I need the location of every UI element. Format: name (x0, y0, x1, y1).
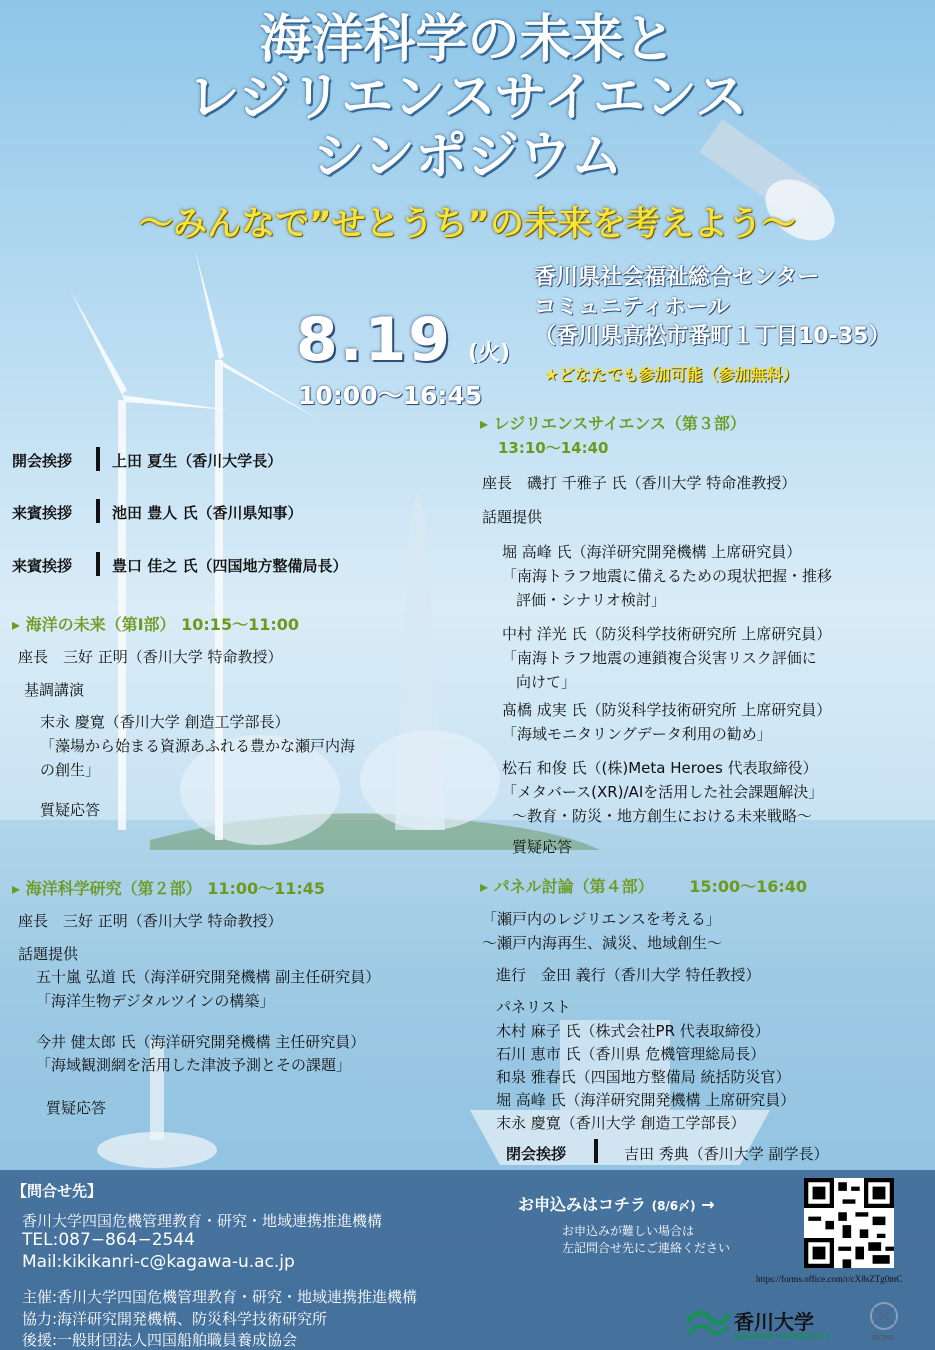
kagawa-univ-logo-text: 香川大学 (734, 1310, 814, 1334)
part3-speaker4: 松石 和俊 氏（(株)Meta Heroes 代表取締役） (502, 759, 818, 777)
apply-link[interactable] (518, 1192, 715, 1215)
part4-theme-line2: 〜瀬戸内海再生、減災、地域創生〜 (482, 934, 723, 952)
part3-speaker3: 髙橋 成実 氏（防災科学技術研究所 上席研究員） (502, 701, 832, 719)
part2-qa: 質疑応答 (46, 1099, 107, 1117)
iecms-logo-text: IECMS (872, 1334, 894, 1342)
part2-time: 11:00〜11:45 (207, 879, 326, 898)
venue-name: 香川県社会福祉総合センター (534, 265, 820, 290)
turbine-blade (122, 395, 230, 410)
part4-moderator: 進行 金田 義行（香川大学 特任教授） (496, 966, 761, 984)
kagawa-univ-logo-sub: KAGAWA UNIVERSITY (734, 1332, 831, 1341)
part4-theme-line1: 「瀬戸内のレジリエンスを考える」 (482, 910, 721, 928)
contact-label: 【問合せ先】 (12, 1182, 103, 1200)
form-url[interactable]: https://forms.office.com/r/cX8sZTg0mC (756, 1274, 903, 1284)
contact-tel: TEL:087−864−2544 (22, 1230, 195, 1250)
part3-talk2-line2: 向けて」 (516, 673, 577, 691)
part2-heading (12, 876, 325, 899)
divider-bar (96, 447, 100, 471)
part2-chair: 座長 三好 正明（香川大学 特命教授） (18, 912, 283, 930)
part3-heading: ▸ レジリエンスサイエンス（第３部） (480, 414, 746, 433)
venue-room: コミュニティホール (534, 295, 730, 320)
support-line: 後援:一般財団法人四国船舶職員養成協会 (22, 1331, 298, 1349)
closing-name: 吉田 秀典（香川大学 副学長） (624, 1145, 829, 1163)
closing-role: 閉会挨拶 (506, 1145, 567, 1163)
event-date: 8.19 (296, 305, 453, 375)
part3-talk1-line1: 「南海トラフ地震に備えるための現状把握・推移 (502, 567, 833, 585)
guest-role: 来賓挨拶 (12, 504, 73, 522)
opening-name: 上田 夏生（香川大学長） (112, 452, 283, 470)
event-weekday: (火) (468, 341, 511, 366)
part3-talk4-line1: 「メタバース(XR)/AIを活用した社会課題解決」 (502, 783, 824, 801)
part1-qa: 質疑応答 (40, 801, 101, 819)
coop-line: 協力:海洋研究開発機構、防災科学技術研究所 (22, 1310, 328, 1328)
dome-right (360, 730, 500, 830)
event-time: 10:00〜16:45 (298, 381, 483, 410)
part3-qa: 質疑応答 (512, 838, 573, 856)
part1-title: ▸ 海洋の未来（第Ⅰ部） (12, 615, 176, 634)
part2-talk1: 「海洋生物デジタルツインの構築」 (36, 992, 275, 1010)
part3-talk1-line2: 評価・シナリオ検討」 (516, 591, 666, 609)
subtitle: 〜みんなで”せとうち”の未来を考えよう〜 (139, 204, 796, 244)
host-line: 主催:香川大学四国危機管理教育・研究・地域連携推進機構 (22, 1288, 418, 1306)
turbine-blade (70, 290, 127, 395)
part1-speaker: 末永 慶寛（香川大学 創造工学部長） (40, 713, 290, 731)
venue-address: （香川県高松市番町１丁目10-35） (534, 324, 891, 349)
part2-talk2: 「海域観測網を活用した津波予測とその課題」 (36, 1056, 352, 1074)
qr-code-icon[interactable] (804, 1178, 894, 1268)
panelist-item: 末永 慶寛（香川大学 創造工学部長） (496, 1114, 746, 1132)
part3-speaker1: 堀 高峰 氏（海洋研究開発機構 上席研究員） (502, 543, 802, 561)
part4-panelist-label: パネリスト (496, 998, 571, 1016)
part3-time: 13:10〜14:40 (498, 439, 609, 457)
divider-bar (96, 552, 100, 576)
apply-deadline: (8/6〆) (651, 1199, 696, 1213)
iecms-logo-icon (860, 1300, 908, 1336)
panelist-item: 木村 麻子 氏（株式会社PR 代表取締役） (496, 1022, 770, 1040)
opening-role: 開会挨拶 (12, 452, 73, 470)
part4-time: 15:00〜16:40 (689, 877, 808, 896)
title-line-1: 海洋科学の未来と (259, 10, 676, 70)
part3-chair: 座長 磯打 千雅子 氏（香川大学 特命准教授） (482, 474, 797, 492)
part1-keynote-label: 基調講演 (24, 681, 85, 699)
contact-org: 香川大学四国危機管理教育・研究・地域連携推進機構 (22, 1212, 383, 1230)
part2-topic-label: 話題提供 (18, 945, 79, 963)
part1-heading (12, 612, 299, 635)
part2-speaker1: 五十嵐 弘道 氏（海洋研究開発機構 副主任研究員） (36, 968, 381, 986)
turbine-blade (195, 250, 224, 360)
free-admission-note: ★どなたでも参加可能（参加無料） (544, 365, 799, 384)
part4-title: ▸ パネル討論（第４部） (480, 877, 654, 896)
apply-note-2: 左記問合せ先にご連絡ください (562, 1241, 731, 1255)
part1-talk-line1: 「藻場から始まる資源あふれる豊かな瀬戸内海 (40, 737, 356, 755)
panelist-item: 石川 恵市 氏（香川県 危機管理総局長） (496, 1045, 766, 1063)
buoy-base (97, 1132, 217, 1168)
title-line-3: シンポジウム (312, 127, 623, 187)
panelist-item: 堀 高峰 氏（海洋研究開発機構 上席研究員） (496, 1091, 796, 1109)
apply-label: お申込みはコチラ (518, 1195, 647, 1214)
contact-mail[interactable]: Mail:kikikanri-c@kagawa-u.ac.jp (22, 1252, 295, 1272)
guest-role: 来賓挨拶 (12, 557, 73, 575)
part3-talk2-line1: 「南海トラフ地震の連鎖複合災害リスク評価に (502, 649, 817, 667)
part1-time: 10:15〜11:00 (181, 615, 300, 634)
guest-name: 豊口 佳之 氏（四国地方整備局長） (112, 557, 348, 575)
part2-title: ▸ 海洋科学研究（第２部） (12, 879, 202, 898)
divider-bar (594, 1139, 598, 1163)
arrow-right-icon: → (701, 1195, 715, 1214)
part3-speaker2: 中村 洋光 氏（防災科学技術研究所 上席研究員） (502, 625, 832, 643)
divider-bar (96, 499, 100, 523)
panelist-item: 和泉 雅春氏（四国地方整備局 統括防災官） (496, 1068, 791, 1086)
part3-topic-label: 話題提供 (482, 508, 543, 526)
kagawa-univ-logo-icon (684, 1304, 730, 1340)
part3-talk4-line2: 〜教育・防災・地方創生における未来戦略〜 (512, 807, 813, 825)
guest-name: 池田 豊人 氏（香川県知事） (112, 504, 303, 522)
turbine-mast-center (215, 360, 223, 840)
part3-talk3: 「海域モニタリングデータ利用の勧め」 (502, 725, 772, 743)
part1-talk-line2: の創生」 (40, 761, 101, 779)
title-line-2: レジリエンスサイエンス (187, 68, 748, 128)
part2-speaker2: 今井 健太郎 氏（海洋研究開発機構 主任研究員） (36, 1033, 366, 1051)
part4-heading (480, 874, 807, 897)
apply-note-1: お申込みが難しい場合は (562, 1224, 695, 1238)
part1-chair: 座長 三好 正明（香川大学 特命教授） (18, 648, 283, 666)
